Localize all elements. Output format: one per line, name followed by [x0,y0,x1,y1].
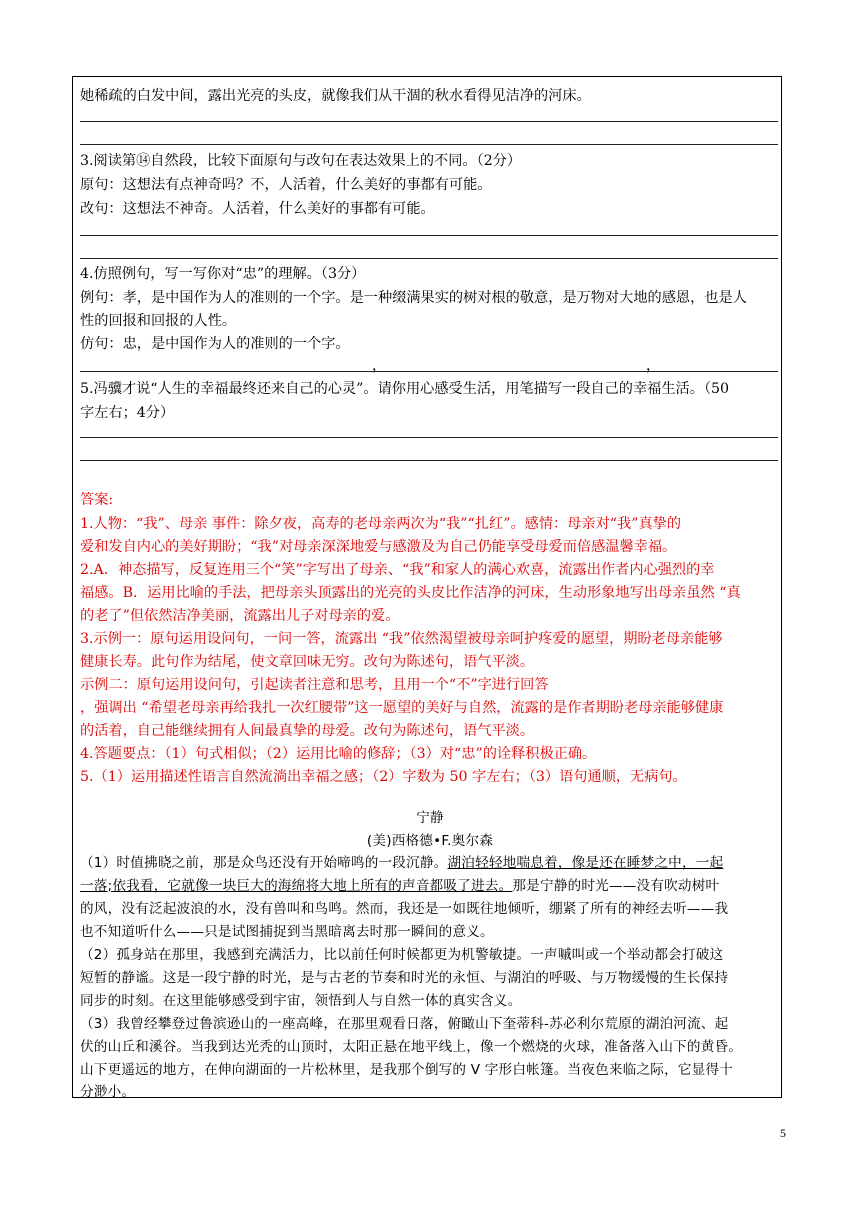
passage-p3-line-2: 伏的山丘和溪谷。当我到达光秃的山顶时，太阳正悬在地平线上，像一个燃烧的火球，准备落入山下的黄昏。 [80,1039,743,1055]
passage-author: (美)西格德•F.奥尔森 [366,833,494,849]
answer-line [80,437,778,438]
passage-p1-line-1 [80,851,723,871]
answer-3-line-1: 3.示例一：原句运用设问句，一问一答，流露出 “我”依然渴望被母亲呵护疼爱的愿望，期盼老母亲能够 [80,631,723,647]
page-number: 5 [780,1126,786,1140]
passage-p3-line-1: （3）我曾经攀登过鲁滨逊山的一座高峰，在那里观看日落，俯瞰山下奎蒂科-苏必利尔荒原的湖泊河流、起 [80,1016,729,1032]
passage-text: 那是宁静的时光——没有吹动树叶 [512,878,720,894]
q4-title: 4.仿照例句，写一写你对“忠”的理解。（3分） [80,266,366,282]
q3-title: 3.阅读第⑭自然段，比较下面原句与改句在表达效果上的不同。（2分） [80,153,522,169]
answer-1-line-2: 爱和发自内心的美好期盼；“我”对母亲深深地爱与感激及为自己仍能享受母爱而倍感温馨幸福。 [80,539,677,555]
answer-2-line-2: 福感。B．运用比喻的手法，把母亲头顶露出的光亮的头皮比作洁净的河床，生动形象地写出母亲虽然 “真 [80,585,741,601]
passage-p3-line-3: 山下更遥远的地方，在伸向湖面的一片松林里，是我那个倒写的 V 字形白帐篷。当夜色来临之际，它显得十 [80,1062,734,1078]
answer-5: 5.（1）运用描述性语言自然流淌出幸福之感；（2）字数为 50 字左右；（3）语句通顺，无病句。 [80,769,687,785]
q4-imitate: 仿句：忠，是中国作为人的准则的一个字。 [80,336,350,352]
answer-3-line-2: 健康长寿。此句作为结尾，使文章回味无穷。改句为陈述句，语气平淡。 [80,654,535,670]
answer-3-line-3: 示例二：原句运用设问句，引起读者注意和思考，且用一个“不”字进行回答 [80,677,549,693]
answer-2-line-3: 的老了”但依然洁净美丽，流露出儿子对母亲的爱。 [80,608,400,624]
answer-line [80,121,778,122]
passage-text: （1）时值拂晓之前，那是众鸟还没有开始啼鸣的一段沉静。 [80,855,448,871]
q3-revised: 改句：这想法不神奇。人活着，什么美好的事都有可能。 [80,201,435,217]
answer-line [80,258,778,259]
passage-p1-line-4: 也不知道听什么——只是试图捕捉到当黑暗离去时那一瞬间的意义。 [80,924,494,940]
passage-p3-line-4: 分渺小。 [80,1084,136,1100]
answer-4: 4.答题要点：（1）句式相似；（2）运用比喻的修辞；（3）对“忠”的诠释积极正确。 [80,746,597,762]
comma-mark: ， [646,358,661,374]
passage-title: 宁静 [416,810,444,826]
q2-sentence-b: 她稀疏的白发中间，露出光亮的头皮，就像我们从干涸的秋水看得见洁净的河床。 [80,88,591,104]
answer-2-line-1: 2.A．神态描写，反复连用三个“笑”字写出了母亲、“我”和家人的满心欢喜，流露出作者内心强烈的幸 [80,562,715,578]
q4-example-line-2: 性的回报和回报的人性。 [80,313,237,329]
answer-1-line-1: 1.人物：“我”、母亲 事件：除夕夜，高寿的老母亲两次为“我”“扎红”。感情：母亲对“我”真挚的 [80,516,682,532]
passage-p1-line-2 [80,874,719,894]
answer-line [80,235,778,236]
answer-3-line-4: ，强调出 “希望老母亲再给我扎一次红腰带”这一愿望的美好与自然，流露的是作者期盼老母亲能够健康 [80,700,724,716]
q5-title-line-1: 5.冯骥才说“人生的幸福最终还来自己的心灵”。请你用心感受生活，用笔描写一段自己的幸福生活。（50 [80,381,730,397]
answer-line [80,371,778,372]
passage-p1-line-3: 的风，没有泛起波浪的水，没有兽叫和鸟鸣。然而，我还是一如既往地倾听，绷紧了所有的神经去听——我 [80,901,729,917]
answers-heading: 答案: [80,492,114,508]
q5-title-line-2: 字左右；4分） [80,405,175,421]
answer-3-line-5: 的活着，自己能继续拥有人间最真挚的母爱。改句为陈述句，语气平淡。 [80,723,535,739]
comma-mark: ， [372,358,387,374]
passage-p2-line-3: 同步的时刻。在这里能够感受到宇宙，领悟到人与自然一体的真实含义。 [80,993,522,1009]
q4-example-line-1: 例句：孝，是中国作为人的准则的一个字。是一种缀满果实的树对根的敬意，是万物对大地的感恩，也是人 [80,290,747,306]
passage-p2-line-2: 短暂的静谧。这是一段宁静的时光，是与古老的节奏和时光的永恒、与湖泊的呼吸、与万物缓慢的生长保持 [80,970,729,986]
passage-p2-line-1: （2）孤身站在那里，我感到充满活力，比以前任何时候都更为机警敏捷。一声嘁叫或一个举动都会打破这 [80,947,724,963]
answer-line [80,460,778,461]
underlined-sentence: 一落;依我看，它就像一块巨大的海绵将大地上所有的声音都吸了进去。 [80,878,513,894]
underlined-sentence: 湖泊轻轻地喘息着，像是还在睡梦之中，一起 [447,855,724,871]
answer-line [80,144,778,145]
q3-original: 原句：这想法有点神奇吗？不，人活着，什么美好的事都有可能。 [80,177,492,193]
